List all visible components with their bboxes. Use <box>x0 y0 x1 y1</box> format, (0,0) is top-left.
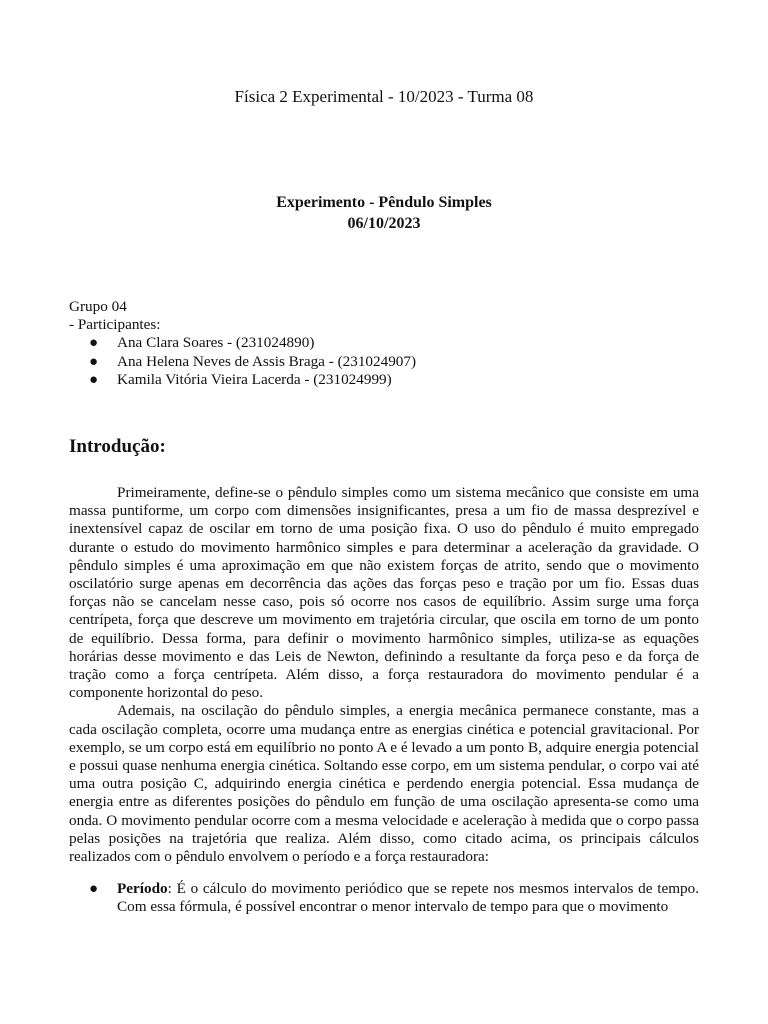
bullet-icon: ● <box>89 881 99 897</box>
section-heading-introduction: Introdução: <box>69 436 166 457</box>
group-info <box>69 298 709 389</box>
bullet-icon: ● <box>89 371 99 388</box>
list-item <box>69 334 709 352</box>
list-item <box>69 353 709 371</box>
group-name: Grupo 04 <box>69 298 127 315</box>
introduction-body <box>69 484 699 866</box>
paragraph: Primeiramente, define-se o pêndulo simples como um sistema mecânico que consiste em uma massa puntiforme, um corpo com dimensões insignificantes, presa a um fio de massa desprezível e inextensível capaz de oscilar em torno de uma posição fixa. O uso do pêndulo é muito empregado durante o estudo do movimento harmônico simples e para determinar a aceleração da gravidade. O pêndulo simples é uma aproximação em que não existem forças de atrito, sendo que o movimento oscilatório surge apenas em decorrência das ações das forças peso e tração por um fio. Essas duas forças não se cancelam nesse caso, pois só ocorre nos casos de equilíbrio. Assim surge uma força centrípeta, força que descreve um movimento em trajetória circular, que oscila em torno de um ponto de equilíbrio. Dessa forma, para definir o movimento harmônico simples, utiliza-se as equações horárias desse movimento e das Leis de Newton, definindo a resultante da força peso e da força de tração como a força centrípeta. Além disso, a força restauradora do movimento pendular é a componente horizontal do peso. <box>69 484 699 702</box>
participant-name: Ana Helena Neves de Assis Braga - (231024907) <box>117 352 417 370</box>
list-item <box>69 880 699 916</box>
experiment-date: 06/10/2023 <box>347 215 421 232</box>
topic-term: Período <box>117 880 168 897</box>
paragraph: Ademais, na oscilação do pêndulo simples, a energia mecânica permanece constante, mas a cada oscilação completa, ocorre uma mudança entre as energias cinética e potencial gravitacional. Por exemplo, se um corpo está em equilíbrio no ponto A e é levado a um ponto B, adquire energia potencial e possui quase nenhuma energia cinética. Soltando esse corpo, em um sistema pendular, o corpo vai até uma outra posição C, adquirindo energia cinética e perdendo energia potencial. Essa mudança de energia entre as diferentes posições do pêndulo em função de uma oscilação apresenta-se como uma onda. O movimento pendular ocorre com a mesma velocidade e aceleração à medida que o corpo passa pelas posições na trajetória que realiza. Além disso, como citado acima, os principais cálculos realizados com o pêndulo envolvem o período e a força restauradora: <box>69 702 699 866</box>
experiment-title: Experimento - Pêndulo Simples <box>276 194 492 211</box>
topics-list <box>69 880 699 916</box>
participant-name: Ana Clara Soares - (231024890) <box>117 334 315 352</box>
participant-name: Kamila Vitória Vieira Lacerda - (231024999) <box>117 370 392 388</box>
course-header: Física 2 Experimental - 10/2023 - Turma 08 <box>234 87 534 106</box>
experiment-title-block <box>0 192 768 234</box>
topic-text: : É o cálculo do movimento periódico que se repete nos mesmos intervalos de tempo. Com essa fórmula, é possível encontrar o menor intervalo de tempo para que o movimento <box>117 880 699 916</box>
participants-label: - Participantes: <box>69 316 161 334</box>
bullet-icon: ● <box>89 335 99 352</box>
list-item <box>69 371 709 389</box>
bullet-icon: ● <box>89 353 99 370</box>
participants-list <box>69 334 709 389</box>
